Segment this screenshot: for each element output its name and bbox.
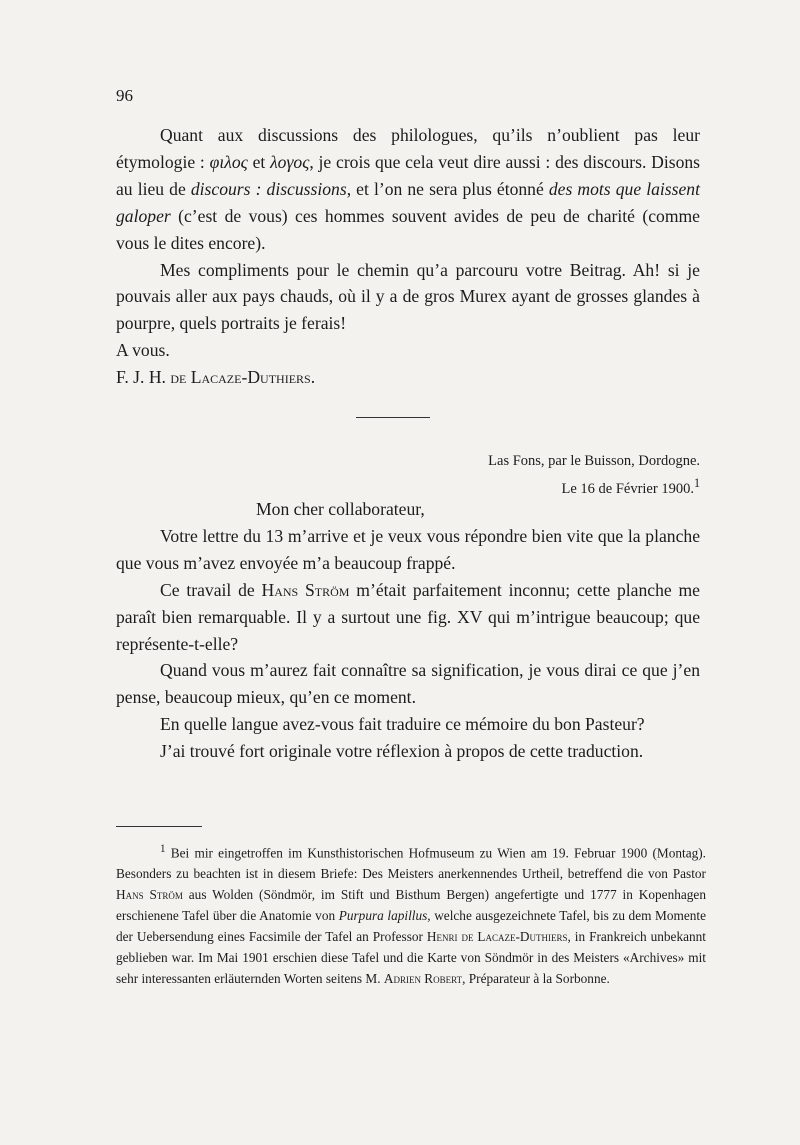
- greek-word-logos: λογος: [270, 151, 310, 172]
- paragraph-philologues: [116, 122, 700, 257]
- text-run: et: [247, 151, 271, 172]
- footnote: [116, 839, 706, 990]
- footnote-marker: 1: [160, 843, 166, 855]
- closing-line: A vous.: [116, 340, 170, 361]
- text-run: m’était parfaitement inconnu; cette planche me paraît bien remarquable. Il y a surtout une fig. XV qui m’intrigue beaucoup; que représente-t-elle?: [116, 579, 700, 654]
- person-name: Henri de Lacaze-Duthiers: [426, 929, 568, 945]
- species-name: Purpura lapillus: [338, 908, 428, 924]
- footnote-text: [116, 839, 706, 990]
- greek-word-philos: φιλος: [209, 151, 248, 172]
- letter-paragraph-4: En quelle langue avez-vous fait traduire ce mémoire du bon Pasteur?: [160, 714, 645, 735]
- signature-initials: F. J. H.: [116, 367, 171, 388]
- signature: [116, 364, 700, 391]
- italic-phrase: des mots que laissent galoper: [116, 178, 700, 226]
- letter-place: Las Fons, par le Buisson, Dordogne.: [488, 453, 700, 469]
- letter-continuation: [116, 122, 700, 391]
- letter-paragraph-5: J’ai trouvé fort originale votre réflexion à propos de cette traduction.: [160, 741, 644, 762]
- text-run: aus Wolden (Söndmör, im Stift und Bisthum Bergen) angefertigte und 1777 in Kopenhagen erschienene Tafel über die Anatomie von: [116, 887, 706, 924]
- text-run: Bei mir eingetroffen im Kunsthistorischen Hofmuseum zu Wien am 19. Februar 1900 (Montag). Besonders zu beachten ist in diesem Briefe: Des Meisters anerkennendes Urtheil, betreffend die von Pastor: [116, 845, 706, 882]
- person-name: Adrien Robert: [383, 970, 463, 986]
- text-run: Ce travail de: [160, 579, 262, 600]
- signature-surname: Lacaze-Duthiers.: [186, 367, 316, 388]
- salutation: Mon cher collaborateur,: [256, 499, 425, 519]
- section-divider: [356, 417, 430, 418]
- text-run: , et l’on ne sera plus étonné: [346, 178, 549, 199]
- text-run: , Préparateur à la Sorbonne.: [462, 970, 610, 986]
- italic-phrase: discours : discussions: [190, 178, 347, 199]
- person-name: Hans Ström: [116, 887, 183, 903]
- letter-paragraph-1: Votre lettre du 13 m’arrive et je veux vous répondre bien vite que la planche que vous m’avez envoyée m’a beaucoup frappé.: [116, 525, 700, 573]
- footnote-divider: [116, 826, 202, 827]
- page-number: 96: [116, 86, 133, 105]
- text-run: , welche ausgezeichnete Tafel, bis zu dem Momente der Uebersendung eines Facsimile der Tafel an Professor: [116, 908, 707, 945]
- text-run: , in Frankreich unbekannt geblieben war. Im Mai 1901 erschien diese Tafel und die Karte von Söndmör in des Meisters «Archives» mit sehr interessanten erläuternden Worten seitens M.: [116, 929, 707, 986]
- letter-paragraph-3: Quand vous m’aurez fait connaître sa signification, je vous dirai ce que j’en pense, beaucoup mieux, qu’en ce moment.: [116, 660, 700, 708]
- letter-date-text: Le 16 de Février 1900.: [561, 480, 694, 497]
- paragraph-compliments: Mes compliments pour le chemin qu’a parcouru votre Beitrag. Ah! si je pouvais aller aux pays chauds, où il y a de gros Murex ayant de grosses glandes à pourpre, quels portraits je ferais!: [116, 259, 700, 334]
- footnote-reference: 1: [693, 476, 700, 490]
- letter-paragraph-2: [116, 577, 700, 658]
- letter-body: [116, 496, 700, 765]
- person-name: Hans Ström: [261, 579, 350, 600]
- text-run: Quant aux discussions des philologues, qu’ils n’oublient pas leur étymologie :: [116, 125, 700, 172]
- signature-particle: de: [170, 367, 187, 388]
- text-run: , je crois que cela veut dire aussi : des discours. Disons au lieu de: [116, 151, 701, 199]
- letter-header: [116, 450, 700, 500]
- text-run: (c’est de vous) ces hommes souvent avides de peu de charité (comme vous le dites encore).: [116, 205, 700, 253]
